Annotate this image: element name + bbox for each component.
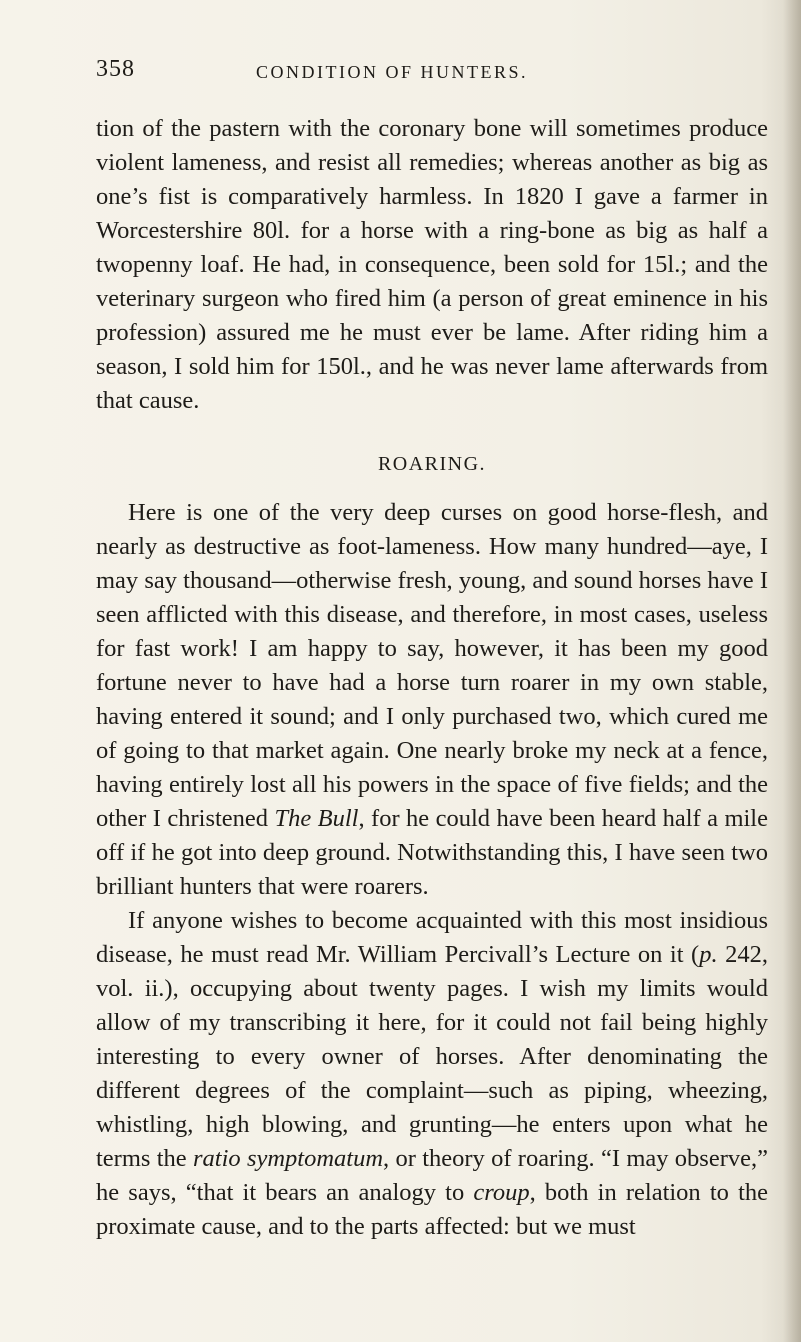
paragraph-text: Here is one of the very deep curses on good horse-flesh, and nearly as destructive as foot-lameness. How many hundred—aye, I may say thousand—otherwise fresh, young, and sound horses have I seen afflicted with this disease, and therefore, in most cases, useless for fast work! I am happy to say, however, it has been my good fortune never to have had a horse turn roarer in my own stable, having entered it sound; and I only purchased two, which cured me of going to that market again. One nearly broke my neck at a fence, having entirely lost all his powers in the space of five fields; and the other I christened	[96, 499, 768, 832]
body-text	[96, 112, 768, 1244]
italic-text: The Bull	[274, 805, 359, 832]
paragraph-text: , for he could have been heard half a mile off if he got into deep ground. Notwithstanding this, I have seen two brilliant hunters that were roarers.	[96, 805, 768, 900]
paragraph-text: 242, vol. ii.), occupying about twenty pages. I wish my limits would allow of my transcribing it here, for it could not fail being highly interesting to every owner of horses. After denominating the different degrees of the complaint—such as piping, wheezing, whistling, high blowing, and grunting—he enters upon what he terms the	[96, 941, 769, 1172]
paragraph-text: , or theory of roaring. “I may observe,” he says, “that it bears an analogy to	[96, 1145, 769, 1206]
paragraph-percivall	[96, 904, 768, 1244]
paragraph-continuation: tion of the pastern with the coronary bone will sometimes produce violent lameness, and resist all remedies; whereas another as big as one’s fist is comparatively harmless. In 1820 I gave a farmer in Worcestershire 80l. for a horse with a ring-bone as big as half a twopenny loaf. He had, in consequence, been sold for 15l.; and the veterinary surgeon who fired him (a person of great eminence in his profession) assured me he must ever be lame. After riding him a season, I sold him for 150l., and he was never lame afterwards from that cause.	[96, 115, 768, 414]
paragraph-text: , both in relation to the proximate cause, and to the parts affected: but we must	[96, 1179, 768, 1240]
italic-text: p.	[699, 941, 718, 968]
italic-text: ratio symptomatum	[192, 1145, 384, 1172]
section-heading: ROARING.	[377, 453, 487, 475]
paragraph-roaring-intro	[96, 496, 768, 904]
paragraph-text: If anyone wishes to become acquainted with this most insidious disease, he must read Mr. William Percivall’s Lecture on it (	[96, 907, 768, 968]
page-header	[96, 56, 746, 96]
italic-text: croup	[473, 1179, 530, 1206]
page-number: 358	[96, 56, 135, 82]
page-edge-shadow	[783, 0, 801, 1342]
running-head: CONDITION OF HUNTERS.	[256, 62, 528, 82]
